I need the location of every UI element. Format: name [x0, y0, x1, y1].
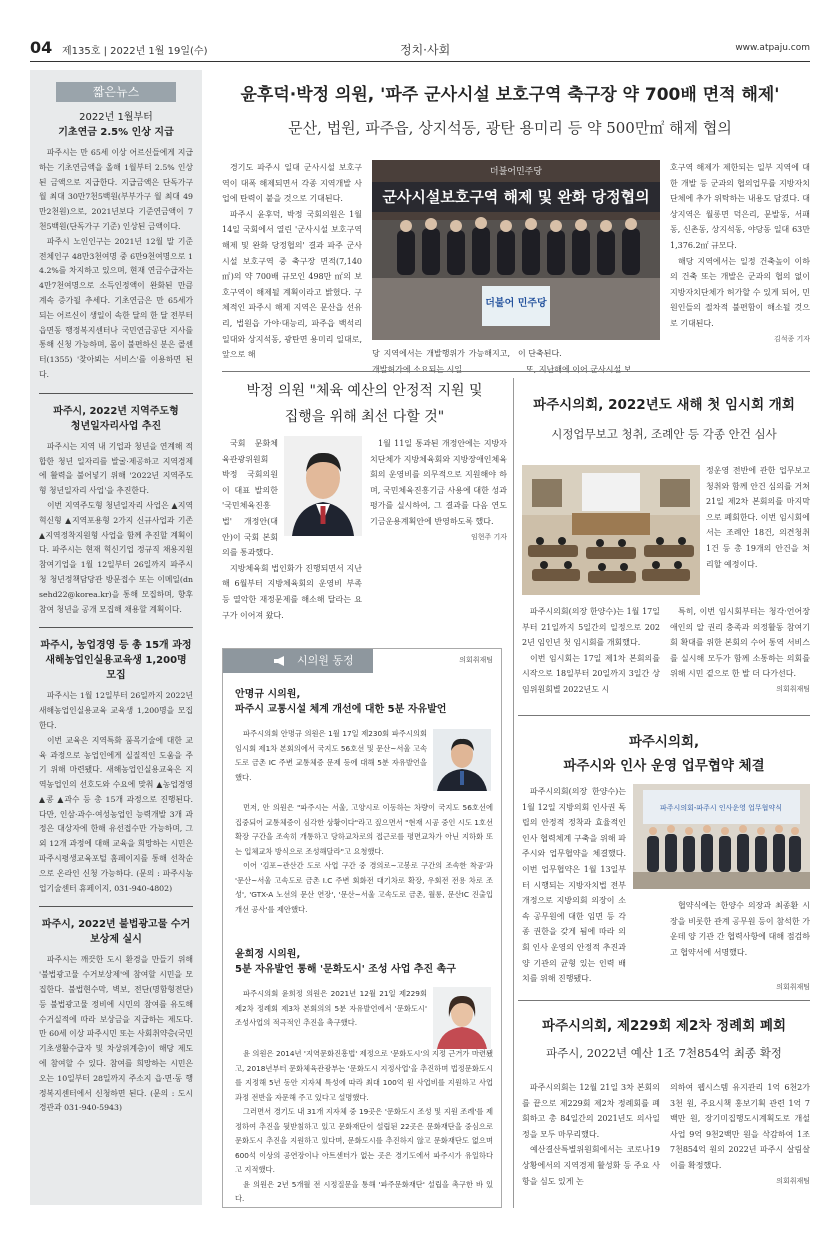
council-item-text: 파주시의회 윤희정 의원은 2021년 12월 21일 제229회 제2차 정례회 제3차 본회의의 5분 자유발언에서 '문화도시' 조성사업의 적극적인 추진을 촉구했다.: [235, 989, 427, 1027]
council3-col-left: 파주시의회는 12월 21일 3차 본회의를 끝으로 제229회 제2차 정례회를 폐회하고 총 84일간의 2021년도 의사일정을 모두 마무리했다. 예산결산특별위원회에서는 코로나19 상황에서의 지역경제 활성화 등 주요 사항을 심도 있게 논: [522, 1083, 660, 1186]
lead-photo: [372, 160, 660, 340]
svg-text:더불어 민주당: 더불어 민주당: [485, 298, 547, 309]
council2-col-left: 파주시의회(의장 한양수)는 1월 12일 지방의회 인사권 독립의 안정적 정착과 효율적인 인사 협력체계 구축을 위해 파주시와 업무협약을 체결했다. 이번 업무협약은 1월 13일부터 시행되는 지방자치법 전부개정으로 지방의회 의장이 소속 공무원에 대한 임면 등 각종 권한을 갖게 됨에 따라 의회 인사 운영의 안정적 추진과 양 기관의 균형 있는 인력 배치를 위해 진행됐다.: [522, 787, 626, 984]
park-col-2: 1월 11일 통과된 개정안에는 지방자치단체가 지방체육회와 지방장애인체육회의 운영비를 의무적으로 지원해야 하며, 국민체육진흥기금 사용에 대한 성과평가를 실시하여, 그 결과를 다음 연도 기금운용계획안에 반영하도록 했다. 임현주 기자: [370, 436, 507, 545]
short-news-para: 파주시는 지역 내 기업과 청년을 연계해 적합한 청년 일자리를 발굴·제공하고 지역경제에 활력을 불어넣기 위해 '2022년 지역주도형 청년일자리 사업'을 추진한다.: [39, 441, 193, 496]
column-rule: [513, 378, 514, 1208]
short-news-title: 파주시, 농업경영 등 총 15개 과정 새해농업인실용교육생 1,200명 모집: [40, 640, 192, 682]
council1-photo: [522, 465, 700, 595]
council-box-tag: 의회취재팀: [459, 656, 493, 664]
portrait-ahn: [433, 729, 491, 791]
council3-headline: 파주시의회, 제229회 제2차 정례회 폐회: [541, 1018, 787, 1034]
park-col-1: 국회 문화체육관광위원회 박정 국회의원이 대표 발의한 '국민체육진흥법' 개정안(대안)이 국회 본회의를 통과했다. 지방체육회 법인화가 진행되면서 지난해 6월부터 지방체육회의 운영비 부족 등 열악한 재정문제를 해소해 달라는 요구가 이어져 왔다.: [222, 436, 362, 623]
divider: [39, 627, 193, 628]
council-item-text: 파주시의회 안명규 의원은 1월 17일 제230회 파주시의회 임시회 제1차 본회의에서 국지도 56호선 및 문산~서울 고속도로 금촌 IC 주변 교통체증 문제 등에 대해 5분 자유발언을 했다.: [235, 729, 427, 782]
council1-col-right-b: 특히, 이번 임시회부터는 청각·언어장애인의 알 권리 충족과 의정활동 참여기회 확대를 위한 본회의 수어 통역 서비스를 실시해 모두가 함께 소통하는 의회를 위해 시민 곁으로 한 발 더 다가선다. 의회취재팀: [670, 604, 810, 698]
council1-col-right: 정운영 전반에 관한 업무보고 청취와 함께 안건 심의를 거쳐 21일 제2차 본회의를 마지막으로 폐회한다. 이번 임시회에서는 조례안 18건, 의견청취 1건 등 총 19개의 안건을 처리할 예정이다.: [706, 466, 810, 569]
council-item-text: 윤 의원은 2014년 '지역문화진흥법' 제정으로 '문화도시'의 지정 근거가 마련됐고, 2018년부터 문화체육관광부는 '문화도시 지정사업'을 추진하며 법정문화도시를 지정해 5년 동안 지자체 특성에 따라 최대 100억 원 사업비를 지원하고 사업 과정 전반을 자문해 주고 있다고 설명했다. 그러면서 경기도 내 31개 지자체 중 19곳은 '문화도시 조성 및 지원 조례'를 제정하여 추진을 뒷받침하고 있고 문화재단이 설립된 22곳은 문화재단을 중심으로 문화도시 추진을 지원하고 있다며, 문화도시를 추진하지 않고 문화재단도 없으며 600석 이상의 공연장이나 아트센터가 없는 곳은 경기도에서 파주시가 유일하다고 지적했다. 윤 의원은 2년 5개월 전 시정질문을 통해 '파주문화재단' 설립을 촉구한 바 있다.: [235, 1049, 493, 1203]
council-item-text: 먼저, 안 의원은 "파주시는 서울, 고양시로 이동하는 차량이 국지도 56호선에 집중되어 교통체증이 심각한 상황이다"라고 짚으면서 "현재 시공 중인 시도 1호선 확장 구간을 조속히 개통하고 당하교차로의 접근로를 평면교차가 아닌 지하화 또는 입체교차 방식으로 조성해달라"고 요청했다. 이어 '김포~관산간 도로 사업 구간 중 경의로~고봉로 구간의 조속한 착공'과 '문산~서울 고속도로 금촌 I.C 주변 회화전 대기차로 확장, 우회전 전용 차로 조성', 'GTX-A 노선의 문산 연장', '문산~서울 고속도로 금촌, 월롱, 문산IC 진출입 개선 공사'를 제안했다.: [235, 803, 493, 914]
council-item-headline: 안명규 시의원, 파주시 교통시설 체계 개선에 대한 5분 자유발언: [235, 689, 447, 715]
council3-col-right: 의하여 웹시스템 유지관리 1억 6천2가 3천 원, 주요시책 홍보기획 관련 1억 7백만 원, 장기미집행도시계획도로 개설 사업 9억 9천2백만 원을 삭감하여 1조 7천854억 원의 2022년 파주시 살림살이를 확정했다. 의회취재팀: [670, 1080, 810, 1189]
byline: 임현주 기자: [470, 532, 507, 541]
divider: [518, 1000, 810, 1001]
council3-subheadline: 파주시, 2022년 예산 1조 7천854억 최종 확정: [546, 1046, 782, 1060]
short-news-item: [30, 917, 202, 1116]
lead-col-2: 당 지역에서는 개발행위가 가능해지고, 개발허가에 소요되는 시일: [372, 349, 510, 374]
council1-headline: 파주시의회, 2022년도 새해 첫 임시회 개회: [533, 397, 795, 413]
short-news-para: 파주시는 1월 12일부터 26일까지 2022년 새해농업인실용교육 교육생 1,200명을 모집한다.: [39, 691, 193, 730]
page-number: 04: [30, 38, 53, 57]
site-url[interactable]: www.atpaju.com: [735, 43, 810, 53]
short-news-title: 파주시, 2022년 불법광고물 수거 보상제 실시: [41, 919, 191, 946]
meeting-photo-image: [372, 160, 660, 340]
agreement-photo-image: [633, 784, 810, 889]
divider: [518, 715, 810, 716]
session-hall-image: [522, 465, 700, 595]
short-news-item: [30, 110, 202, 383]
byline: 김석종 기자: [773, 334, 810, 343]
svg-text:더불어민주당: 더불어민주당: [489, 167, 543, 177]
council1-col-left: 파주시의회(의장 한양수)는 1월 17일부터 21일까지 5일간의 일정으로 2022년 임인년 첫 임시회를 개회했다. 이번 임시회는 17일 제1차 본회의를 시작으로 18일부터 20일까지 3일간 상임위원회별 2022년도 시: [522, 607, 660, 694]
lead-subheadline: 문산, 법원, 파주읍, 상지석동, 광탄 용미리 등 약 500만㎡ 해제 협의: [288, 119, 732, 137]
short-news-sidebar: [30, 70, 202, 1205]
council2-headline: 파주시의회, 파주시와 인사 운영 업무협약 체결: [563, 734, 765, 774]
short-news-title: 파주시, 2022년 지역주도형 청년일자리사업 추진: [53, 405, 179, 432]
short-news-para: 이번 교육은 지역특화 품목기술에 대한 교육 과정으로 농업인에게 실질적인 도움을 주기 위해 마련됐다. 새해농업인실용교육은 지역농업인의 선호도와 수요에 맞춰 ▲농업경영 ▲콩 ▲과수 등 총 15개 과정으로 진행된다. 다만, 인삼·과수·여성농업인 능력개발 3개 과정은 대상자에 한해 유선접수만 가능하며, 그 외 12개 과정에 대해 교육을 희망하는 시민은 파주시평생교육포털 홈페이지를 통해 선착순으로 온라인 신청 가능하다. (문의 : 파주시농업기술센터 휴페이지, 031-940-4802): [39, 735, 193, 893]
byline: 의회취재팀: [776, 983, 810, 992]
short-news-item: [30, 638, 202, 896]
council1-subheadline: 시정업무보고 청취, 조례안 등 각종 안건 심사: [551, 427, 777, 441]
svg-text:파주시의회-파주시 인사운영 업무협약식: 파주시의회-파주시 인사운영 업무협약식: [660, 804, 782, 812]
portrait-yoon: [433, 987, 491, 1049]
byline: 의회취재팀: [776, 684, 810, 693]
svg-text:군사시설보호구역 해제 및 완화 당정협의: 군사시설보호구역 해제 및 완화 당정협의: [382, 188, 650, 206]
megaphone-icon: [273, 655, 287, 667]
short-news-para: 파주시는 깨끗한 도시 환경을 만들기 위해 '불법광고물 수거보상제'에 참여할 시민을 모집한다. 불법현수막, 벽보, 전단(명함형전단) 등 불법광고물 정비에 시민의 참여를 유도해 수거실적에 따라 보상금을 지급하는 제도다. 만 60세 이상 파주시민 또는 사회취약층(국민기초생활수급자 및 차상위계층)이 해당 제도에 참여할 수 있다. 참여를 희망하는 시민은 오는 10일부터 28일까지 주소지 읍·면·동 행정복지센터에서 신청하면 된다. (문의 : 도시경관과 031-940-5943): [39, 955, 193, 1113]
short-news-para: 파주시는 만 65세 이상 어르신들에게 지급하는 기초연금액을 올해 1월부터 2.5% 인상된 금액으로 지급한다. 지급금액은 단독가구 월 최대 30만7천5백원(부부가구 월 최대 49만2천원)으로, 2021년보다 기준연금액이 7천5백원(단독가구 기준) 인상된 금액이다.: [39, 148, 193, 231]
council2-photo: [633, 784, 810, 889]
divider: [39, 393, 193, 394]
short-news-para: 파주시 노인인구는 2021년 12월 말 기준 전체인구 48만3천여명 중 6만9천여명으로 14.2%를 차지하고 있으며, 현재 연금수급자는 4만7천여명으로 소득인정액이 완화된 만큼 계속 증가될 추세다. 기초연금은 만 65세가 되는 어르신이 생일이 속한 달의 한 달 전부터 읍면동 행정복지센터나 국민연금공단 지사를 통해 신청 가능하며, 몸이 불편하신 분은 콜센터(1355) '찾아뵈는 서비스'를 이용하면 된다.: [39, 236, 193, 379]
divider: [39, 906, 193, 907]
section-name: 정치·사회: [400, 43, 451, 57]
divider: [222, 371, 810, 372]
park-headline: 박정 의원 "체육 예산의 안정적 지원 및 집행을 위해 최선 다할 것": [246, 383, 483, 425]
council-box-tab: 시의원 동정: [223, 649, 373, 673]
council-member-box: [222, 648, 502, 1208]
council2-col-right: 협약식에는 한양수 의장과 최종환 시장을 비롯한 관계 공무원 등이 참석한 가운데 양 기관 간 협력사항에 대해 점검하고 협약서에 서명했다. 의회취재팀: [670, 898, 810, 996]
page-header: [30, 40, 810, 62]
portrait-image: [433, 987, 491, 1049]
lead-col-4: 호구역 해제가 제한되는 일부 지역에 대한 개발 등 군과의 협의업무를 지방자치단체에 추가 위탁하는 내용도 담겼다. 대상지역은 월롱면 덕은리, 문발동, 서패동, 신촌동, 상지석동, 야당동 일대 63만 1,376.2㎡ 규모다. 해당 지역에서는 일정 건축높이 이하의 건축 또는 개발은 군과의 협의 없이 지방자치단체가 허가할 수 있게 되어, 민원인들의 절차적 불편함이 해소될 것으로 기대된다. 김석종 기자: [670, 160, 810, 347]
lead-col-3: 이 단축된다. 또, 지난해에 이어 군사시설 보: [518, 349, 632, 374]
lead-headline: 윤후덕·박정 의원, '파주 군사시설 보호구역 축구장 약 700배 면적 해제': [240, 85, 780, 105]
lead-col-1: 경기도 파주시 일대 군사시설 보호구역이 대폭 해제되면서 각종 지역개발 사업에 탄력이 붙을 것으로 기대된다. 파주시 윤후덕, 박정 국회의원은 1월 14일 국회에서 열린 '군사시설 보호구역 해제 및 완화 당정협의' 결과 파주 군사시설 보호구역 중 축구장 면적(7,140㎡)의 약 700배 규모인 498만 ㎡의 보호구역이 해제될 계획이라고 밝혔다. 구체적인 파주시 해제 지역은 문산읍 선유리, 법원읍 가야·대능리, 파주읍 백석리 일대와 상지석동, 광탄면 용미리 일대로, 앞으로 해: [222, 163, 362, 360]
portrait-image: [433, 729, 491, 791]
short-news-header: 짧은뉴스: [56, 82, 176, 102]
portrait-image: [284, 436, 362, 536]
issue-date: 제135호 | 2022년 1월 19일(수): [62, 46, 208, 57]
short-news-item: [30, 404, 202, 618]
council-item-headline: 윤희정 시의원, 5분 자유발언 통해 '문화도시' 조성 사업 추진 촉구: [235, 949, 456, 975]
byline: 의회취재팀: [776, 1176, 810, 1185]
park-portrait: [284, 436, 362, 536]
short-news-para: 이번 지역주도형 청년일자리 사업은 ▲지역혁신형 ▲지역포용형 2가지 신규사업과 기존 ▲지역정착지원형 사업을 함께 추진할 계획이다. 파주시는 현재 혁신기업 정규직 채용지원 참여기업을 1월 12일부터 26일까지 파주시청 청년정책담당관 방문접수 또는 이메일(dnsehd22@korea.kr)을 통해 모집하며, 향후 참여 청년을 공개 모집해 채용할 계획이다.: [39, 500, 193, 614]
short-news-title: 2022년 1월부터 기초연금 2.5% 인상 지급: [58, 112, 174, 138]
